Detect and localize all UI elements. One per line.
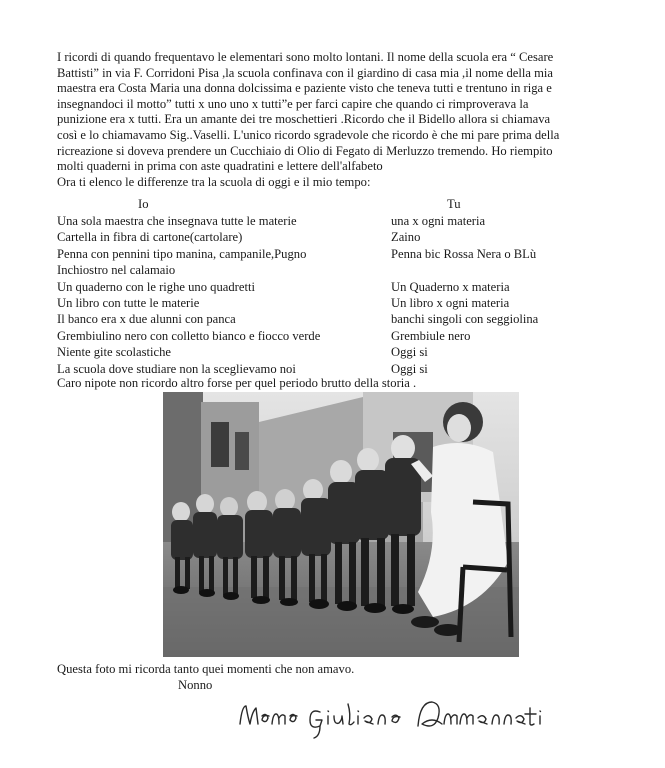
comparison-left-item: Inchiostro nel calamaio (57, 263, 176, 278)
school-photo (163, 392, 519, 657)
comparison-right-item: Zaino (391, 230, 421, 245)
comparison-right-column (391, 213, 631, 377)
intro-line: Battisti” in via F. Corridoni Pisa ,la scuola confinava con il giardino di casa mia ,il nome della mia (57, 65, 553, 80)
intro-line: punizione era x tutti. Era un amante dei tre moschettieri .Ricordo che il Bidello allora si chiamava (57, 112, 551, 127)
sign-off: Nonno (178, 678, 213, 692)
intro-line: Ora ti elenco le differenze tra la scuola di oggi e il mio tempo: (57, 174, 371, 189)
comparison-right-item: Penna bic Rossa Nera o BLù (391, 246, 537, 261)
intro-line: molti quaderni in prima con aste quadratini e lettere dell'alfabeto (57, 159, 383, 174)
handwritten-signature (236, 694, 566, 744)
comparison-right-item: Oggi si (391, 361, 428, 376)
comparison-right-item: una x ogni materia (391, 214, 486, 228)
comparison-left-item: Niente gite scolastiche (57, 345, 172, 360)
intro-line: così e lo chiamavamo Sig..Vaselli. L'unico ricordo sgradevole che ricordo è che mi pare prima della (57, 127, 560, 142)
comparison-left-item: Grembiulino nero con colletto bianco e fiocco verde (57, 328, 321, 343)
intro-line: insegnandoci il motto” tutti x uno uno x tutti”e per farci capire che quando ci rimproverava la (57, 96, 529, 111)
intro-line: maestra era Costa Maria una donna dolcissima e paziente visto che teneva tutti e trentuno in riga e (57, 81, 552, 96)
comparison-right-item: Un libro x ogni materia (391, 295, 510, 310)
comparison-right-item: banchi singoli con seggiolina (391, 312, 539, 327)
comparison-left-item: La scuola dove studiare non la sceglievamo noi (57, 361, 296, 376)
intro-line: I ricordi di quando frequentavo le elementari sono molto lontani. Il nome della scuola era “ Cesare (57, 50, 554, 64)
column-header-tu: Tu (447, 197, 461, 211)
comparison-left-item: Cartella in fibra di cartone(cartolare) (57, 230, 243, 245)
column-header-io: Io (138, 197, 149, 211)
comparison-left-item: Una sola maestra che insegnava tutte le materie (57, 214, 297, 228)
comparison-right-item (391, 262, 631, 278)
comparison-left-item: Il banco era x due alunni con panca (57, 312, 236, 327)
comparison-left-item: Un quaderno con le righe uno quadretti (57, 279, 255, 294)
intro-paragraph (57, 50, 637, 190)
intro-line: ricreazione si doveva prendere un Cucchiaio di Olio di Fegato di Merluzzo tremendo. Ho riempito (57, 143, 553, 158)
comparison-left-column (57, 213, 387, 377)
closing-line: Caro nipote non ricordo altro forse per quel periodo brutto della storia . (57, 376, 417, 390)
comparison-right-item: Un Quaderno x materia (391, 279, 510, 294)
comparison-left-item: Un libro con tutte le materie (57, 295, 200, 310)
comparison-right-item: Oggi si (391, 345, 428, 360)
comparison-right-item: Grembiule nero (391, 328, 471, 343)
comparison-left-item: Penna con pennini tipo manina, campanile,Pugno (57, 246, 307, 261)
photo-caption: Questa foto mi ricorda tanto quei momenti che non amavo. (57, 662, 355, 676)
